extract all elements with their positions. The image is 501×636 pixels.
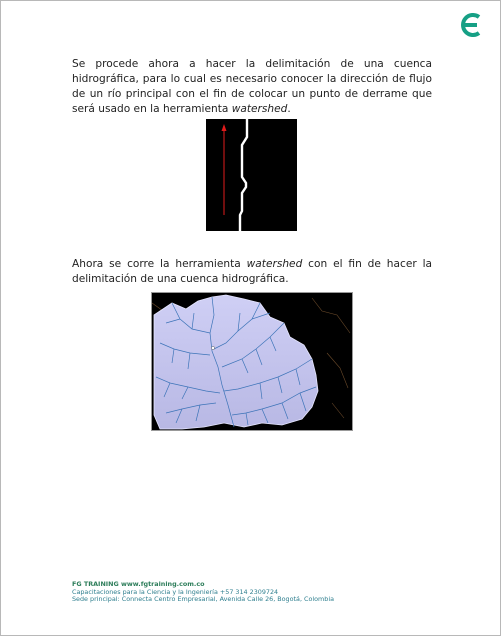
paragraph-watershed [72,257,432,287]
footer-tagline: Capacitaciones para la Ciencia y la Ingeniería +57 314 2309724 [72,587,279,596]
tool-name-watershed: watershed [231,103,288,115]
page-footer [72,581,334,604]
footer-address: Sede principal: Connecta Centro Empresarial, Avenida Calle 26, Bogotá, Colombia [72,595,335,604]
paragraph-2-text: Ahora se corre la herramienta [72,258,247,270]
paragraph-1-text: Se procede ahora a hacer la delimitación de una cuenca hidrográfica, para lo cual es necesario conocer la dirección de flujo de un río principal con el fin de colocar un punto de derrame que será usado en la herramienta [72,58,432,115]
pour-point-figure [206,119,297,231]
paragraph-2-end: con el fin de hacer la delimitación de una cuenca hidrográfica. [72,258,433,285]
paragraph-pour-point [72,57,432,117]
fg-training-logo-icon [456,13,482,37]
footer-company: FG TRAINING www.fgtraining.com.co [72,580,205,588]
paragraph-1-end: . [287,103,291,115]
watershed-basin-figure [151,292,353,431]
tool-name-watershed-2: watershed [246,258,303,270]
pour-point-marker [211,346,214,349]
